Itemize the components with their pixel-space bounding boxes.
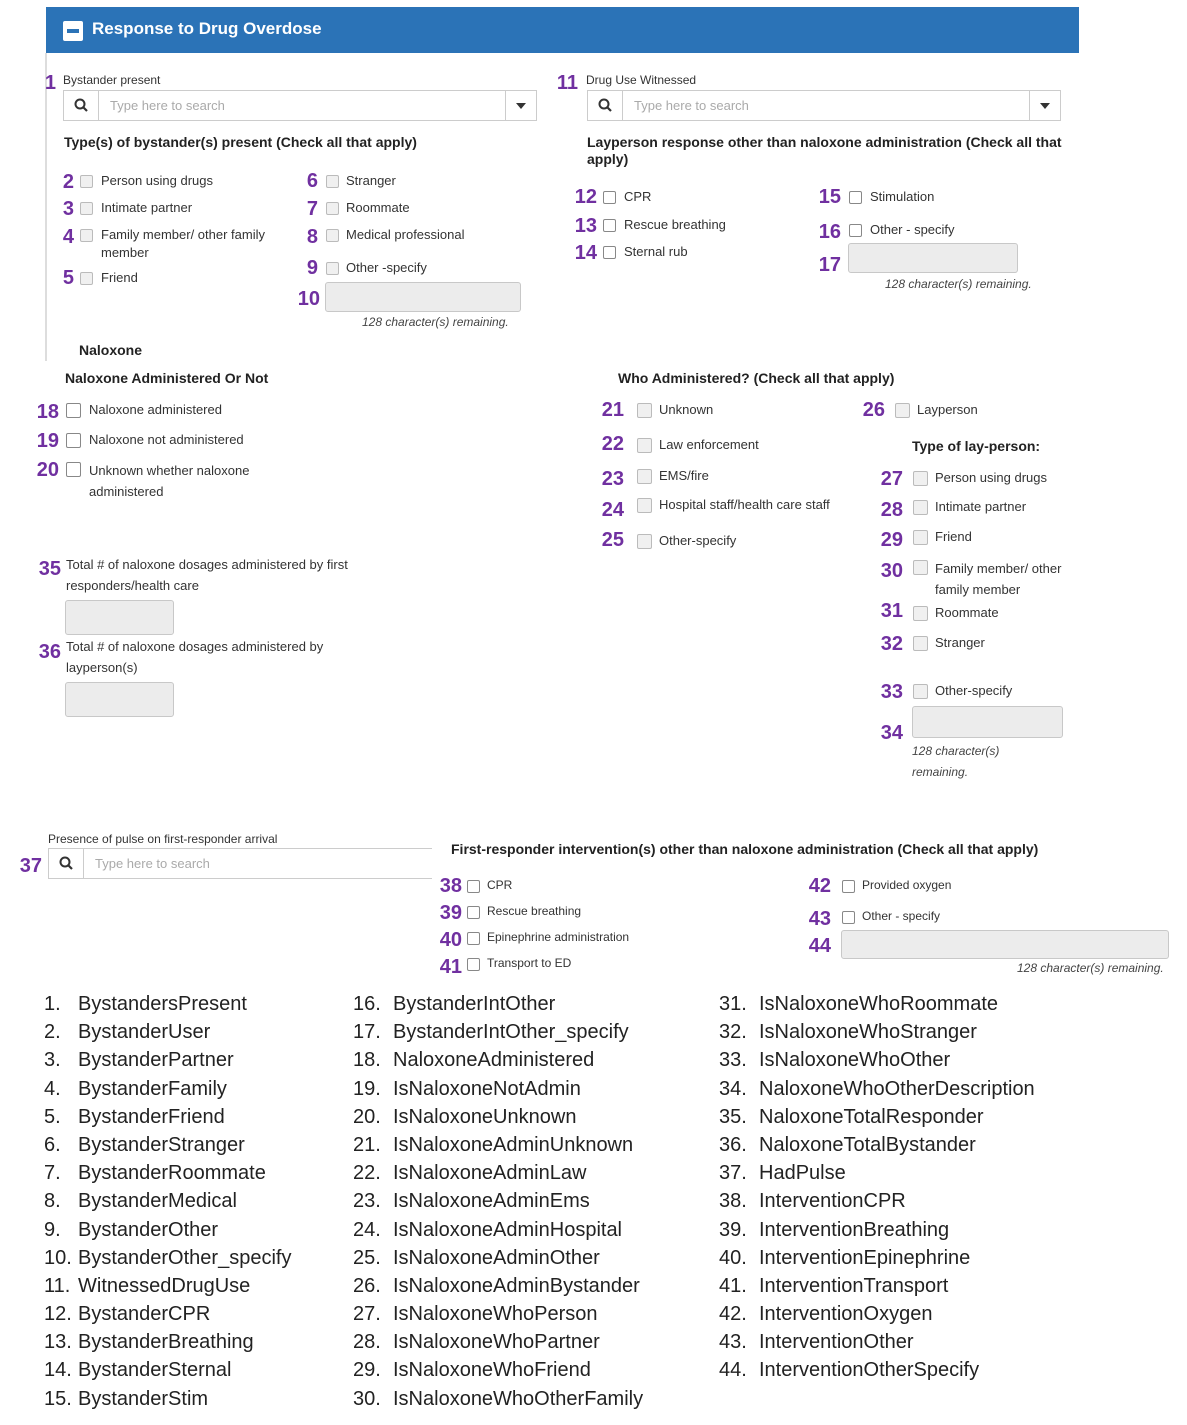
callout-number: 14: [574, 242, 597, 264]
section-header[interactable]: [46, 7, 1079, 53]
legend-text: BystanderCPR: [78, 1303, 211, 1326]
legend-number: 42.: [719, 1303, 747, 1326]
legend-item: [353, 1048, 643, 1076]
callout-number: 4: [62, 226, 74, 248]
checkbox-intervention-transport[interactable]: [467, 958, 480, 971]
legend-item: [719, 1274, 1035, 1302]
callout-number: 25: [601, 529, 624, 551]
legend-text: IsNaloxoneWhoPartner: [393, 1331, 600, 1354]
legend-item: [719, 1218, 1035, 1246]
legend-text: BystanderPartner: [78, 1049, 234, 1072]
legend-number: 12.: [44, 1303, 72, 1326]
checkbox-intervention-cpr[interactable]: [467, 880, 480, 893]
callout-number: 40: [439, 929, 462, 951]
search-placeholder: Type here to search: [634, 98, 749, 113]
legend-number: 14.: [44, 1359, 72, 1382]
legend-text: NaloxoneWhoOtherDescription: [759, 1077, 1035, 1100]
callout-number: 13: [574, 215, 597, 237]
checkbox-label: Naloxone not administered: [89, 432, 244, 447]
legend-text: IsNaloxoneWhoFriend: [393, 1359, 591, 1382]
callout-number: 24: [601, 499, 624, 521]
legend-item: [353, 1133, 643, 1161]
legend-number: 36.: [719, 1133, 747, 1156]
callout-number: 29: [880, 529, 903, 551]
legend-text: IsNaloxoneAdminUnknown: [393, 1133, 634, 1156]
legend-item: [353, 1330, 643, 1358]
collapse-icon[interactable]: [63, 21, 83, 41]
legend-text: BystanderFamily: [78, 1077, 227, 1100]
callout-number: 39: [439, 902, 462, 924]
callout-number: 30: [880, 560, 903, 582]
legend-number: 41.: [719, 1274, 747, 1297]
legend-text: BystandersPresent: [78, 993, 247, 1015]
legend-text: BystanderFriend: [78, 1105, 225, 1128]
legend-number: 25.: [353, 1246, 381, 1269]
callout-number: 15: [818, 186, 841, 208]
legend-number: 22.: [353, 1162, 381, 1185]
legend-text: IsNaloxoneAdminHospital: [393, 1218, 623, 1241]
legend-item: [44, 1387, 291, 1415]
legend-item: [353, 1105, 643, 1133]
pulse-label: Presence of pulse on first-responder arrival: [48, 832, 278, 846]
legend-item: [719, 1246, 1035, 1274]
callout-number: 1: [44, 72, 56, 94]
chevron-down-icon[interactable]: [505, 91, 536, 120]
drug-use-witnessed-label: Drug Use Witnessed: [586, 73, 697, 87]
checkbox-label: Law enforcement: [659, 437, 759, 452]
legend-column-2: [353, 992, 643, 1415]
legend-item: [44, 1105, 291, 1133]
checkbox-label: Intimate partner: [101, 200, 193, 215]
legend-number: 18.: [353, 1049, 381, 1072]
legend-item: [44, 992, 291, 1020]
callout-number: 7: [306, 198, 318, 220]
checkbox-label: Other - specify: [870, 222, 955, 237]
checkbox-family-member[interactable]: [80, 229, 93, 242]
checkbox-naloxone-not-administered[interactable]: [66, 433, 81, 448]
legend-text: BystanderIntOther: [393, 993, 556, 1015]
legend-number: 44.: [719, 1359, 747, 1382]
legend-text: InterventionOtherSpecify: [759, 1359, 980, 1382]
legend-text: BystanderRoommate: [78, 1162, 266, 1185]
legend-item: [44, 1218, 291, 1246]
legend-number: 24.: [353, 1218, 381, 1241]
search-placeholder: Type here to search: [110, 98, 225, 113]
callout-number: 8: [306, 226, 318, 248]
bystander-types-heading: Type(s) of bystander(s) present (Check all that apply): [64, 134, 417, 150]
legend-number: 17.: [353, 1021, 381, 1044]
lay-other-specify-input[interactable]: [912, 706, 1063, 738]
callout-number: 44: [808, 935, 831, 957]
callout-number: 33: [880, 681, 903, 703]
legend-number: 20.: [353, 1105, 381, 1128]
legend-number: 43.: [719, 1331, 747, 1354]
section-title: Response to Drug Overdose: [92, 19, 322, 38]
legend-text: IsNaloxoneAdminOther: [393, 1246, 600, 1269]
legend-number: 32.: [719, 1021, 747, 1044]
legend-number: 11.: [44, 1274, 71, 1297]
legend-number: 16.: [353, 993, 381, 1015]
legend-number: 35.: [719, 1105, 747, 1128]
checkbox-label: Friend: [101, 270, 138, 285]
char-remaining: 128 character(s) remaining.: [912, 744, 1000, 779]
checkbox-label: Stranger: [935, 635, 985, 650]
legend-item: [353, 1358, 643, 1386]
legend-text: BystanderStim: [78, 1387, 209, 1410]
legend-text: IsNaloxoneWhoPerson: [393, 1303, 598, 1326]
checkbox-lay-friend[interactable]: [913, 530, 928, 545]
legend-item: [44, 1077, 291, 1105]
drug-use-witnessed-select[interactable]: [587, 90, 1061, 121]
legend-number: 30.: [353, 1387, 381, 1410]
legend-item: [353, 1077, 643, 1105]
checkbox-label: Family member/ other family member: [935, 561, 1062, 597]
checkbox-layperson[interactable]: [895, 403, 910, 418]
legend-number: 27.: [353, 1303, 381, 1326]
bystander-other-specify-input[interactable]: [325, 282, 521, 312]
checkbox-person-using-drugs[interactable]: [80, 175, 93, 188]
legend-text: BystanderBreathing: [78, 1331, 254, 1354]
legend-text: IsNaloxoneWhoOther: [759, 1049, 951, 1072]
intervention-heading: First-responder intervention(s) other than naloxone administration (Check all that apply): [451, 841, 1039, 857]
legend-number: 21.: [353, 1133, 381, 1156]
checkbox-label: Unknown whether naloxone administered: [89, 463, 250, 499]
total-responder-input[interactable]: [65, 600, 174, 635]
legend-item: [353, 1218, 643, 1246]
legend-number: 37.: [719, 1162, 747, 1185]
checkbox-label: Family member/ other family member: [101, 227, 265, 260]
legend-text: IsNaloxoneAdminEms: [393, 1190, 590, 1213]
legend-item: [353, 1274, 643, 1302]
checkbox-lay-person-using-drugs[interactable]: [913, 471, 928, 486]
checkbox-label: Unknown: [659, 402, 714, 417]
legend-item: [719, 1105, 1035, 1133]
legend-text: BystanderOther: [78, 1218, 219, 1241]
legend-text: InterventionTransport: [759, 1274, 949, 1297]
legend-item: [44, 1048, 291, 1076]
legend-item: [44, 1189, 291, 1217]
callout-number: 41: [439, 956, 462, 978]
checkbox-law-enforcement[interactable]: [637, 438, 652, 453]
legend-item: [719, 1020, 1035, 1048]
lay-type-heading: Type of lay-person:: [912, 438, 1041, 454]
legend-item: [719, 1133, 1035, 1161]
callout-number: 27: [880, 468, 903, 490]
legend-number: 2.: [44, 1021, 61, 1044]
checkbox-label: Medical professional: [346, 227, 465, 242]
callout-number: 43: [808, 908, 831, 930]
legend-number: 26.: [353, 1274, 381, 1297]
legend-number: 19.: [353, 1077, 381, 1100]
checkbox-intervention-other[interactable]: [842, 911, 855, 924]
checkbox-intervention-epinephrine[interactable]: [467, 932, 480, 945]
checkbox-who-unknown[interactable]: [637, 403, 652, 418]
checkbox-medical-professional[interactable]: [326, 229, 339, 242]
checkbox-label: Stimulation: [870, 189, 935, 204]
checkbox-intervention-breathing[interactable]: [467, 906, 480, 919]
callout-number: 19: [36, 430, 59, 452]
legend-item: [44, 1133, 291, 1161]
chevron-down-icon[interactable]: [1029, 91, 1060, 120]
checkbox-label: CPR: [487, 878, 513, 892]
callout-number: 31: [880, 600, 903, 622]
checkbox-other-specify[interactable]: [326, 262, 339, 275]
legend-item: [44, 1330, 291, 1358]
callout-number: 20: [36, 459, 59, 481]
total-responder-label: Total # of naloxone dosages administered by first responders/health care: [66, 557, 348, 593]
checkbox-label: Friend: [935, 529, 972, 544]
legend-item: [353, 1161, 643, 1189]
legend-text: InterventionOther: [759, 1331, 914, 1354]
checkbox-label: Hospital staff/health care staff: [659, 497, 830, 512]
checkbox-who-other-specify[interactable]: [637, 534, 652, 549]
layperson-other-specify-input[interactable]: [848, 243, 1018, 273]
bystander-present-select[interactable]: [63, 90, 537, 121]
checkbox-cpr[interactable]: [603, 191, 616, 204]
checkbox-ems-fire[interactable]: [637, 469, 652, 484]
legend-item: [353, 992, 643, 1020]
legend-item: [719, 1302, 1035, 1330]
checkbox-label: Roommate: [346, 200, 410, 215]
legend-text: HadPulse: [759, 1162, 846, 1185]
legend-item: [719, 1189, 1035, 1217]
legend-number: 4.: [44, 1077, 61, 1100]
legend-item: [719, 1161, 1035, 1189]
legend-number: 9.: [44, 1218, 61, 1241]
naloxone-admin-heading: Naloxone Administered Or Not: [65, 370, 269, 386]
callout-number: 37: [19, 855, 42, 877]
checkbox-lay-other-specify[interactable]: [913, 684, 928, 699]
legend-text: BystanderSternal: [78, 1359, 232, 1382]
legend-item: [353, 1246, 643, 1274]
legend-text: IsNaloxoneWhoRoommate: [759, 993, 998, 1015]
legend-item: [353, 1302, 643, 1330]
callout-number: 42: [808, 875, 831, 897]
callout-number: 3: [62, 198, 74, 220]
callout-number: 23: [601, 468, 624, 490]
checkbox-sternal-rub[interactable]: [603, 246, 616, 259]
callout-number: 10: [297, 288, 320, 310]
checkbox-label: Other-specify: [659, 533, 737, 548]
checkbox-label: Person using drugs: [935, 470, 1048, 485]
checkbox-label: Naloxone administered: [89, 402, 222, 417]
checkbox-label: Transport to ED: [487, 956, 572, 970]
checkbox-other-specify[interactable]: [849, 224, 862, 237]
legend-column-3: [719, 992, 1035, 1387]
checkbox-lay-roommate[interactable]: [913, 606, 928, 621]
checkbox-label: Epinephrine administration: [487, 930, 630, 944]
legend-text: IsNaloxoneWhoStranger: [759, 1021, 977, 1044]
checkbox-label: CPR: [624, 189, 652, 204]
legend-text: BystanderIntOther_specify: [393, 1021, 629, 1044]
legend-number: 40.: [719, 1246, 747, 1269]
checkbox-roommate[interactable]: [326, 202, 339, 215]
legend-text: NaloxoneAdministered: [393, 1049, 595, 1072]
char-remaining: 128 character(s) remaining.: [1017, 961, 1164, 975]
legend-number: 29.: [353, 1359, 381, 1382]
checkbox-label: Other - specify: [862, 909, 941, 923]
checkbox-lay-family-member[interactable]: [913, 560, 928, 575]
legend-text: BystanderStranger: [78, 1133, 245, 1156]
legend-text: IsNaloxoneUnknown: [393, 1105, 577, 1128]
checkbox-label: Layperson: [917, 402, 978, 417]
legend-text: NaloxoneTotalBystander: [759, 1133, 976, 1156]
total-bystander-label: Total # of naloxone dosages administered by layperson(s): [66, 639, 324, 675]
checkbox-label: Stranger: [346, 173, 396, 188]
callout-number: 22: [601, 433, 624, 455]
total-bystander-input[interactable]: [65, 682, 174, 717]
legend-item: [353, 1020, 643, 1048]
callout-number: 12: [574, 186, 597, 208]
legend-text: IsNaloxoneNotAdmin: [393, 1077, 581, 1100]
legend-number: 13.: [44, 1331, 72, 1354]
checkbox-label: EMS/fire: [659, 468, 709, 483]
callout-number: 2: [62, 171, 74, 193]
callout-number: 5: [62, 267, 74, 289]
legend-number: 10.: [44, 1246, 72, 1269]
callout-number: 35: [38, 558, 61, 580]
checkbox-stimulation[interactable]: [849, 191, 862, 204]
legend-number: 31.: [719, 993, 747, 1015]
checkbox-lay-intimate-partner[interactable]: [913, 500, 928, 515]
checkbox-lay-stranger[interactable]: [913, 636, 928, 651]
layperson-response-heading: Layperson response other than naloxone administration (Check all that apply): [587, 134, 1062, 167]
char-remaining: 128 character(s) remaining.: [362, 315, 509, 329]
legend-item: [719, 992, 1035, 1020]
naloxone-title: Naloxone: [79, 342, 143, 358]
legend-item: [44, 1302, 291, 1330]
callout-number: 32: [880, 633, 903, 655]
checkbox-label: Provided oxygen: [862, 878, 952, 892]
checkbox-friend[interactable]: [80, 272, 93, 285]
legend-text: IsNaloxoneAdminBystander: [393, 1274, 640, 1297]
legend-text: BystanderUser: [78, 1021, 211, 1044]
checkbox-label: Person using drugs: [101, 173, 214, 188]
callout-number: 38: [439, 875, 462, 897]
legend-number: 23.: [353, 1190, 381, 1213]
pulse-select[interactable]: [48, 848, 432, 879]
legend-item: [44, 1246, 291, 1274]
checkbox-label: Rescue breathing: [487, 904, 582, 918]
legend-number: 7.: [44, 1162, 61, 1185]
legend-number: 1.: [44, 993, 61, 1015]
who-administered-heading: Who Administered? (Check all that apply): [618, 370, 895, 386]
intervention-other-specify-input[interactable]: [841, 930, 1169, 959]
legend-text: InterventionEpinephrine: [759, 1246, 971, 1269]
checkbox-hospital-staff[interactable]: [637, 498, 652, 513]
callout-number: 18: [36, 401, 59, 423]
legend-item: [353, 1189, 643, 1217]
checkbox-label: Other -specify: [346, 260, 427, 275]
checkbox-naloxone-unknown[interactable]: [66, 462, 81, 477]
legend-item: [44, 1274, 291, 1302]
legend-text: IsNaloxoneWhoOtherFamily: [393, 1387, 644, 1410]
callout-number: 6: [306, 170, 318, 192]
callout-number: 26: [862, 399, 885, 421]
checkbox-naloxone-administered[interactable]: [66, 403, 81, 418]
legend-number: 5.: [44, 1105, 61, 1128]
legend-item: [719, 1330, 1035, 1358]
legend-text: InterventionCPR: [759, 1190, 906, 1213]
callout-number: 17: [818, 254, 841, 276]
search-icon: [49, 849, 84, 878]
legend-item: [44, 1020, 291, 1048]
legend-text: BystanderOther_specify: [78, 1246, 292, 1269]
legend-text: IsNaloxoneAdminLaw: [393, 1162, 587, 1185]
legend-number: 15.: [44, 1387, 72, 1410]
legend-text: InterventionOxygen: [759, 1303, 933, 1326]
bystander-present-label: Bystander present: [63, 73, 161, 87]
search-placeholder: Type here to search: [95, 856, 210, 871]
legend-item: [719, 1077, 1035, 1105]
legend-number: 33.: [719, 1049, 747, 1072]
legend-column-1: [44, 992, 291, 1415]
callout-number: 34: [880, 722, 903, 744]
callout-number: 16: [818, 221, 841, 243]
legend-text: InterventionBreathing: [759, 1218, 950, 1241]
legend-number: 34.: [719, 1077, 747, 1100]
legend-number: 3.: [44, 1049, 61, 1072]
legend-number: 28.: [353, 1331, 381, 1354]
checkbox-label: Rescue breathing: [624, 217, 726, 232]
char-remaining: 128 character(s) remaining.: [885, 277, 1032, 291]
legend-number: 39.: [719, 1218, 747, 1241]
legend-item: [353, 1387, 643, 1415]
legend-text: WitnessedDrugUse: [78, 1274, 251, 1297]
legend-item: [44, 1161, 291, 1189]
search-icon: [588, 91, 623, 120]
legend-item: [719, 1358, 1035, 1386]
legend-item: [44, 1358, 291, 1386]
checkbox-label: Roommate: [935, 605, 999, 620]
callout-number: 21: [601, 399, 624, 421]
legend-number: 8.: [44, 1190, 61, 1213]
legend-text: NaloxoneTotalResponder: [759, 1105, 984, 1128]
checkbox-stranger[interactable]: [326, 175, 339, 188]
checkbox-label: Intimate partner: [935, 499, 1027, 514]
legend-item: [719, 1048, 1035, 1076]
checkbox-intervention-oxygen[interactable]: [842, 880, 855, 893]
legend-number: 6.: [44, 1133, 61, 1156]
search-icon: [64, 91, 99, 120]
checkbox-intimate-partner[interactable]: [80, 202, 93, 215]
callout-number: 28: [880, 499, 903, 521]
legend-number: 38.: [719, 1190, 747, 1213]
legend-text: BystanderMedical: [78, 1190, 237, 1213]
callout-number: 9: [306, 257, 318, 279]
checkbox-label: Sternal rub: [624, 244, 688, 259]
checkbox-rescue-breathing[interactable]: [603, 219, 616, 232]
callout-number: 36: [38, 641, 61, 663]
callout-number: 11: [556, 72, 578, 94]
checkbox-label: Other-specify: [935, 683, 1013, 698]
